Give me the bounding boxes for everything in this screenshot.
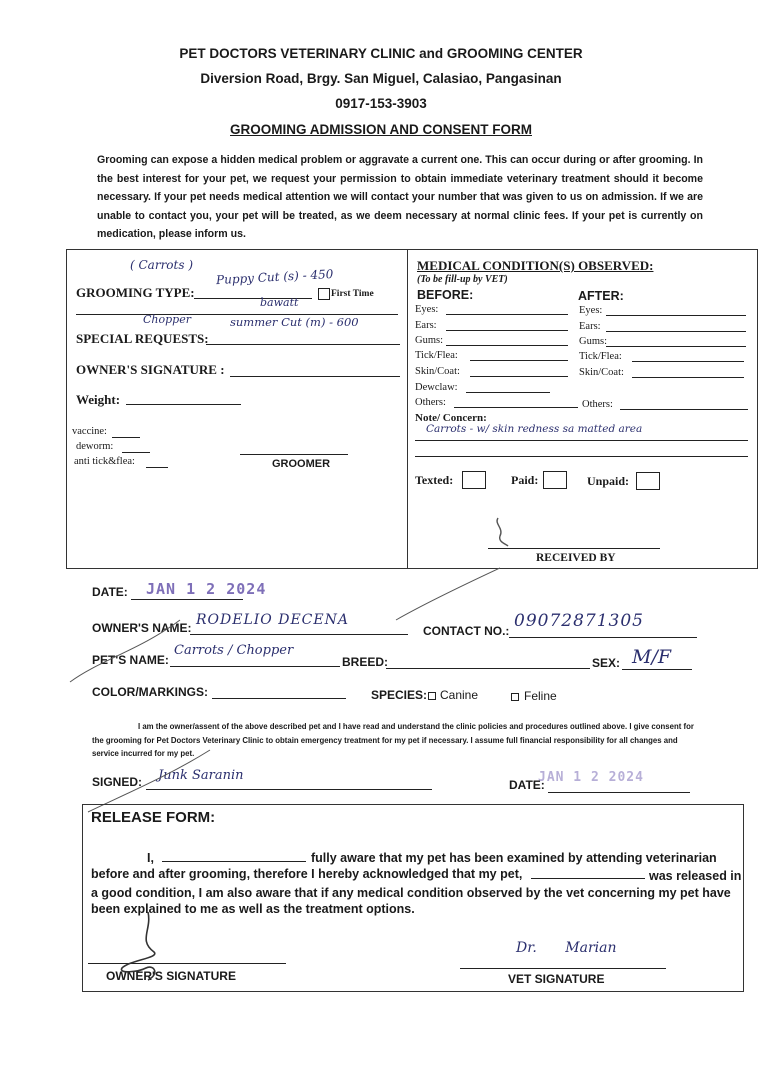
others-before-label: Others: xyxy=(415,397,446,408)
clinic-phone: 0917-153-3903 xyxy=(335,96,427,111)
first-time-checkbox[interactable] xyxy=(318,288,330,300)
others-before-line xyxy=(454,407,578,408)
before-eyes-label: Eyes: xyxy=(415,304,439,315)
texted-label: Texted: xyxy=(415,473,454,487)
after-gums-label: Gums: xyxy=(579,336,608,347)
weight-label: Weight: xyxy=(76,392,121,407)
paid-label: Paid: xyxy=(511,473,539,487)
sex-value: M/F xyxy=(632,646,672,668)
clinic-name: PET DOCTORS VETERINARY CLINIC and GROOMING CENTER xyxy=(179,46,583,61)
handwritten-note: Carrots - w/ skin redness sa matted area xyxy=(426,423,643,435)
release-pet-line xyxy=(531,878,645,879)
before-label: BEFORE: xyxy=(417,288,474,302)
feline-checkbox[interactable] xyxy=(511,693,519,701)
date-stamp: JAN 1 2 2024 xyxy=(146,580,267,598)
canine-label: Canine xyxy=(440,688,479,702)
contact-value: 09072871305 xyxy=(514,611,644,631)
groomer-label: GROOMER xyxy=(272,458,331,470)
vaccine-label: vaccine: xyxy=(72,426,107,437)
deworm-line xyxy=(122,452,150,453)
grooming-type-label: GROOMING TYPE: xyxy=(76,285,195,300)
special-requests-label: SPECIAL REQUESTS: xyxy=(76,331,209,346)
weight-line xyxy=(126,404,241,405)
others-after-line xyxy=(620,409,748,410)
before-skincoat-line xyxy=(470,376,568,377)
received-by-line xyxy=(488,548,660,549)
pet-name-value: Carrots / Chopper xyxy=(174,643,294,658)
before-ears-label: Ears: xyxy=(415,320,437,331)
date2-label: DATE: xyxy=(509,778,545,792)
after-skincoat-label: Skin/Coat: xyxy=(579,367,624,378)
owner-signature-mark xyxy=(108,910,178,982)
handwritten-pet: ( Carrots ) xyxy=(130,258,194,272)
texted-checkbox[interactable] xyxy=(462,471,486,489)
sex-line xyxy=(622,669,692,670)
feline-label: Feline xyxy=(524,689,557,703)
handwritten-service-1: Puppy Cut (s) - 450 xyxy=(215,266,334,288)
dewclaw-label: Dewclaw: xyxy=(415,382,458,393)
owner-name-value: RODELIO DECENA xyxy=(196,612,349,628)
date2-stamp: JAN 1 2 2024 xyxy=(538,770,644,785)
handwritten-service-2b: summer Cut (m) - 600 xyxy=(230,315,359,329)
received-signature-mark xyxy=(486,514,516,548)
before-ears-line xyxy=(446,330,568,331)
received-by-label: RECEIVED BY xyxy=(536,552,616,564)
intro-paragraph: Grooming can expose a hidden medical problem or aggravate a current one. This can occur during or after grooming. In the best interest for your pet, we request your permission to obtain immediate veterinary treatment should it become necessary. If your pet needs medical attention we will contact your number that was given to us on admission. If we are unable to contact you, your pet will be treated, as we deem necessary at normal clinic fees. If your pet is currently on medication, please inform us. xyxy=(97,154,703,240)
after-skincoat-line xyxy=(632,377,744,378)
species-label: SPECIES: xyxy=(371,688,428,702)
pen-stroke-mark xyxy=(60,560,500,820)
before-eyes-line xyxy=(446,314,568,315)
unpaid-checkbox[interactable] xyxy=(636,472,660,490)
date2-line xyxy=(548,792,690,793)
before-tickflea-line xyxy=(470,360,568,361)
medical-title: MEDICAL CONDITION(S) OBSERVED: xyxy=(417,258,654,273)
vet-sig-label: VET SIGNATURE xyxy=(508,972,605,986)
contact-line xyxy=(509,637,697,638)
medical-subtitle: (To be fill-up by VET) xyxy=(417,274,508,285)
breed-label: BREED: xyxy=(342,655,389,669)
owner-signature-label: OWNER'S SIGNATURE : xyxy=(76,362,225,377)
after-ears-label: Ears: xyxy=(579,321,601,332)
contact-label: CONTACT NO.: xyxy=(423,624,510,638)
signed-value: Junk Saranin xyxy=(158,768,244,783)
release-text-2b: was released in xyxy=(649,869,742,883)
after-eyes-label: Eyes: xyxy=(579,305,603,316)
release-name-line xyxy=(162,861,306,862)
paid-checkbox[interactable] xyxy=(543,471,567,489)
note-line-1 xyxy=(415,440,748,441)
release-text-2a: before and after grooming, therefore I hereby acknowledged that my pet, xyxy=(91,867,523,881)
table-divider xyxy=(407,250,408,568)
anti-tick-line xyxy=(146,467,168,468)
date-label: DATE: xyxy=(92,585,128,599)
vaccine-line xyxy=(112,437,140,438)
after-eyes-line xyxy=(606,315,746,316)
others-after-label: Others: xyxy=(582,399,613,410)
note-line-2 xyxy=(415,456,748,457)
anti-tick-label: anti tick&flea: xyxy=(74,456,135,467)
sex-label: SEX: xyxy=(592,656,621,670)
owner-sig-label: OWNER'S SIGNATURE xyxy=(106,969,236,983)
signed-label: SIGNED: xyxy=(92,775,143,789)
pet-name-label: PET'S NAME: xyxy=(92,653,169,667)
before-gums-label: Gums: xyxy=(415,335,444,346)
after-ears-line xyxy=(606,331,746,332)
deworm-label: deworm: xyxy=(76,441,114,452)
clinic-address: Diversion Road, Brgy. San Miguel, Calasiao, Pangasinan xyxy=(200,71,562,86)
special-requests-line xyxy=(206,344,400,345)
vet-sig-line xyxy=(460,968,666,969)
release-title: RELEASE FORM: xyxy=(91,809,216,826)
release-text-4: been explained to me as well as the treatment options. xyxy=(91,902,415,916)
unpaid-label: Unpaid: xyxy=(587,474,630,488)
before-gums-line xyxy=(446,345,568,346)
consent-paragraph: I am the owner/assent of the above described pet and I have read and understand the clinic policies and procedures outlined above. I give consent for the grooming for Pet Doctors Veterinary Clinic to obtain emergency treatment for my pet if necessary. I assume full financial responsibility for all changes and service incurred for my pet. xyxy=(92,722,694,758)
after-label: AFTER: xyxy=(578,289,624,303)
release-i: I, xyxy=(147,851,154,865)
before-skincoat-label: Skin/Coat: xyxy=(415,366,460,377)
after-gums-line xyxy=(606,346,746,347)
vet-signature-value: Dr. Marian xyxy=(516,940,617,956)
owner-signature-line xyxy=(230,376,400,377)
note-label: Note/ Concern: xyxy=(415,412,487,424)
after-tickflea-label: Tick/Flea: xyxy=(579,351,622,362)
dewclaw-line xyxy=(466,392,550,393)
handwritten-service-2a: Chopper xyxy=(143,313,191,326)
color-markings-label: COLOR/MARKINGS: xyxy=(92,685,208,699)
first-time-label: First Time xyxy=(331,289,374,299)
form-title: GROOMING ADMISSION AND CONSENT FORM xyxy=(230,122,532,137)
release-text-1: fully aware that my pet has been examined by attending veterinarian xyxy=(311,851,717,865)
handwritten-service-1b: bawatt xyxy=(260,296,299,309)
groomer-line xyxy=(240,454,348,455)
release-text-3: a good condition, I am also aware that if any medical condition observed by the vet concerning my pet have xyxy=(91,886,731,900)
before-tickflea-label: Tick/Flea: xyxy=(415,350,458,361)
after-tickflea-line xyxy=(632,361,744,362)
owner-name-label: OWNER'S NAME: xyxy=(92,621,192,635)
